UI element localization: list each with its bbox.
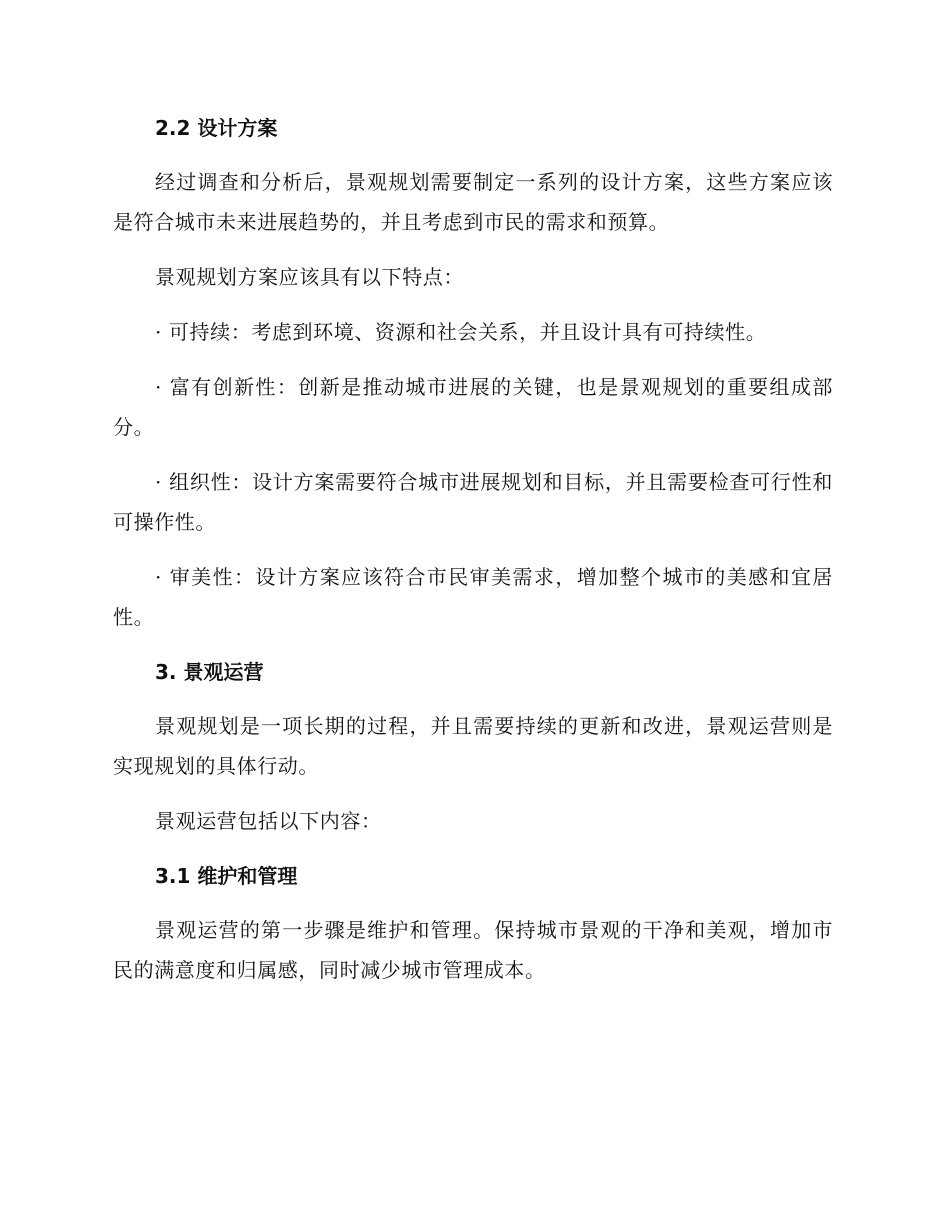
- section-heading-3-1: 3.1 维护和管理: [155, 864, 298, 888]
- paragraph: 经过调查和分析后，景观规划需要制定一系列的设计方案，这些方案应该是符合城市未来进展趋势的，并且考虑到市民的需求和预算。: [113, 170, 833, 234]
- paragraph: 景观规划是一项长期的过程，并且需要持续的更新和改进，景观运营则是实现规划的具体行动。: [113, 714, 833, 778]
- bullet-item: · 富有创新性：创新是推动城市进展的关键，也是景观规划的重要组成部分。: [113, 375, 833, 439]
- section-heading-2-2: 2.2 设计方案: [155, 116, 278, 140]
- document-body: [113, 108, 833, 1005]
- paragraph: 景观规划方案应该具有以下特点：: [155, 265, 464, 289]
- bullet-item: · 审美性：设计方案应该符合市民审美需求，增加整个城市的美感和宜居性。: [113, 565, 833, 629]
- bullet-item: · 组织性：设计方案需要符合城市进展规划和目标，并且需要检查可行性和可操作性。: [113, 470, 833, 534]
- paragraph: 景观运营包括以下内容：: [155, 809, 382, 833]
- bullet-item: · 可持续：考虑到环境、资源和社会关系，并且设计具有可持续性。: [155, 320, 767, 344]
- paragraph: 景观运营的第一步骤是维护和管理。保持城市景观的干净和美观，增加市民的满意度和归属感，同时减少城市管理成本。: [113, 918, 833, 982]
- section-heading-3: 3. 景观运营: [155, 660, 264, 684]
